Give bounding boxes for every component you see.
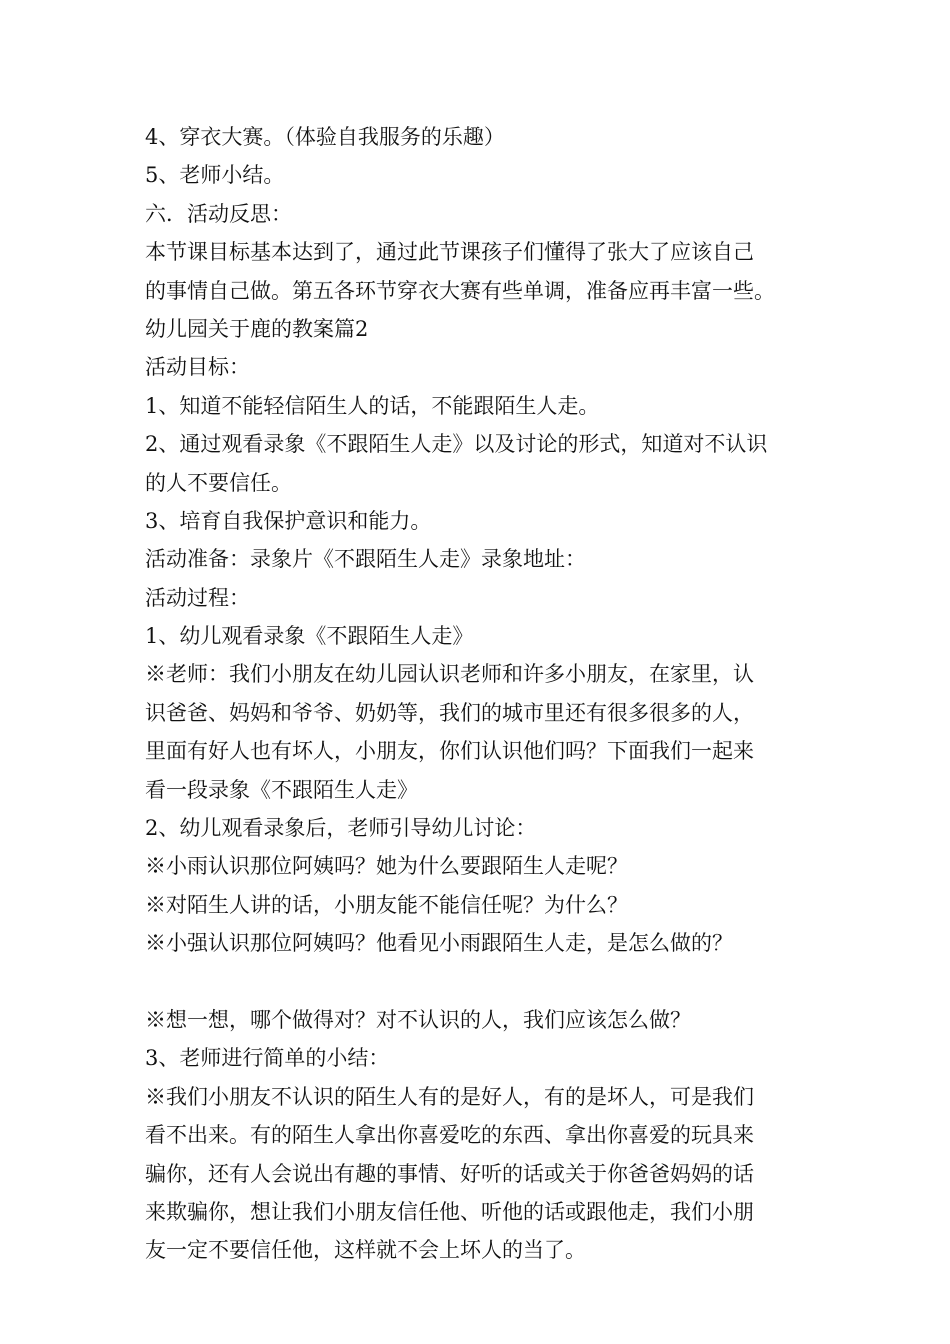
section-heading: 六．活动反思： bbox=[145, 201, 292, 226]
text-line: 看一段录象《不跟陌生人走》 bbox=[145, 777, 418, 802]
text-line: ※想一想，哪个做得对？对不认识的人，我们应该怎么做？ bbox=[145, 1007, 691, 1032]
text-line: 3、老师进行简单的小结： bbox=[145, 1046, 390, 1071]
text-line: 识爸爸、妈妈和爷爷、奶奶等，我们的城市里还有很多很多的人， bbox=[145, 700, 754, 725]
text-line: 4、穿衣大赛。（体验自我服务的乐趣） bbox=[145, 125, 505, 149]
text-line: 来欺骗你，想让我们小朋友信任他、听他的话或跟他走，我们小朋 bbox=[145, 1199, 754, 1224]
text-line: ※小雨认识那位阿姨吗？她为什么要跟陌生人走呢？ bbox=[145, 854, 628, 879]
text-line: 里面有好人也有坏人，小朋友，你们认识他们吗？下面我们一起来 bbox=[145, 739, 754, 764]
text-line: 本节课目标基本达到了，通过此节课孩子们懂得了张大了应该自己 bbox=[145, 240, 754, 265]
text-line: 2、幼儿观看录象后，老师引导幼儿讨论： bbox=[145, 816, 537, 841]
text-line: 友一定不要信任他，这样就不会上坏人的当了。 bbox=[145, 1238, 586, 1263]
text-line: ※对陌生人讲的话，小朋友能不能信任呢？为什么？ bbox=[145, 892, 628, 917]
text-line: 看不出来。有的陌生人拿出你喜爱吃的东西、拿出你喜爱的玩具来 bbox=[145, 1123, 754, 1148]
text-line: 1、知道不能轻信陌生人的话，不能跟陌生人走。 bbox=[145, 393, 600, 418]
lesson-title: 幼儿园关于鹿的教案篇2 bbox=[145, 316, 369, 341]
text-line: 3、培育自我保护意识和能力。 bbox=[145, 508, 432, 533]
text-line: 2、通过观看录象《不跟陌生人走》以及讨论的形式，知道对不认识 bbox=[145, 432, 768, 457]
text-line: ※我们小朋友不认识的陌生人有的是好人，有的是坏人，可是我们 bbox=[145, 1084, 754, 1109]
text-line: 的人不要信任。 bbox=[145, 470, 292, 495]
section-heading: 活动过程： bbox=[145, 585, 250, 610]
text-line: 活动准备：录象片《不跟陌生人走》录象地址： bbox=[145, 547, 586, 572]
text-line: ※老师：我们小朋友在幼儿园认识老师和许多小朋友，在家里，认 bbox=[145, 662, 754, 687]
text-line: 骗你，还有人会说出有趣的事情、好听的话或关于你爸爸妈妈的话 bbox=[145, 1161, 754, 1186]
text-line: 5、老师小结。 bbox=[145, 163, 285, 188]
text-line: ※小强认识那位阿姨吗？他看见小雨跟陌生人走，是怎么做的？ bbox=[145, 931, 733, 956]
text-line: 的事情自己做。第五各环节穿衣大赛有些单调，准备应再丰富一些。 bbox=[145, 278, 775, 303]
text-line: 1、幼儿观看录象《不跟陌生人走》 bbox=[145, 624, 474, 649]
document-body bbox=[145, 118, 815, 1270]
section-heading: 活动目标： bbox=[145, 355, 250, 380]
blank-line bbox=[145, 963, 815, 1001]
